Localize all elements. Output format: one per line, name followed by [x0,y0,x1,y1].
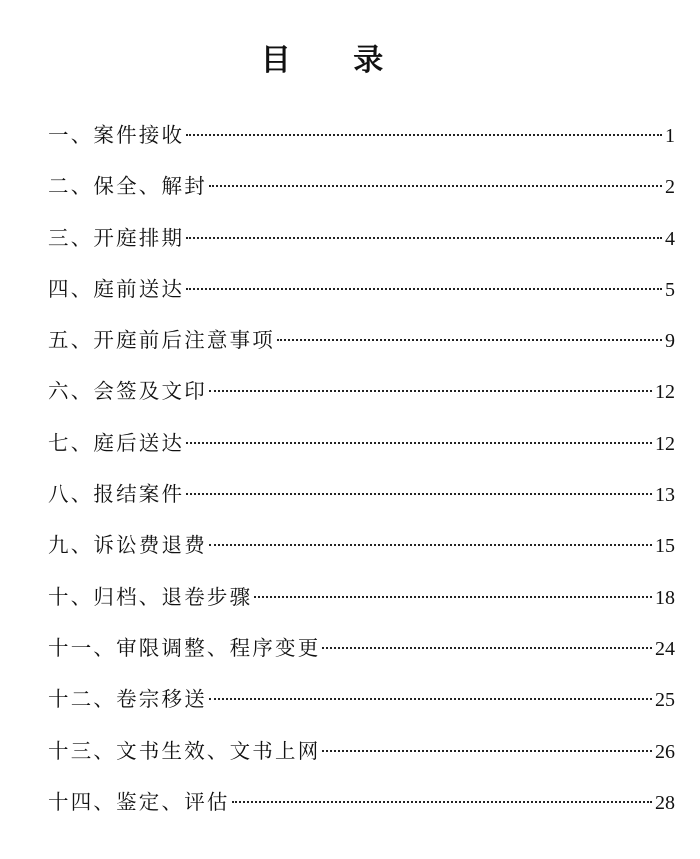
toc-dot-leader [277,339,662,341]
toc-entry[interactable] [48,572,675,623]
toc-entry-page: 12 [655,381,675,404]
toc-entry-label: 十一、审限调整、程序变更 [48,635,321,660]
toc-entry[interactable] [48,315,675,366]
toc-entry[interactable] [48,264,675,315]
toc-entry[interactable] [48,777,675,828]
toc-dot-leader [186,493,652,495]
toc-dot-leader [186,134,662,136]
toc-entry-label: 三、开庭排期 [48,225,185,250]
toc-entry-label: 十四、鉴定、评估 [48,789,230,814]
toc-dot-leader [186,237,662,239]
toc-entry[interactable] [48,520,675,571]
table-of-contents [48,110,675,828]
page-title: 目 录 [260,43,410,78]
toc-entry[interactable] [48,213,675,264]
toc-dot-leader [209,185,662,187]
toc-entry-page: 26 [655,740,675,763]
toc-entry-label: 一、案件接收 [48,123,185,147]
toc-entry-label: 二、保全、解封 [48,174,207,199]
toc-entry-page: 15 [655,535,675,558]
toc-entry-page: 1 [665,125,675,147]
toc-entry-page: 2 [665,176,675,199]
toc-entry-page: 4 [665,227,675,250]
toc-dot-leader [322,647,652,649]
toc-dot-leader [209,390,652,392]
toc-entry-page: 13 [655,484,675,507]
toc-entry-label: 十二、卷宗移送 [48,687,207,712]
toc-dot-leader [209,544,652,546]
toc-entry-label: 四、庭前送达 [48,276,185,301]
toc-dot-leader [186,288,662,290]
toc-entry[interactable] [48,110,675,161]
toc-entry-page: 24 [655,637,675,660]
toc-entry-label: 十、归档、退卷步骤 [48,584,253,609]
toc-entry-label: 六、会签及文印 [48,379,207,404]
toc-entry-label: 五、开庭前后注意事项 [48,328,275,353]
toc-dot-leader [186,442,652,444]
toc-entry-label: 九、诉讼费退费 [48,533,207,558]
toc-entry[interactable] [48,161,675,212]
toc-entry-label: 七、庭后送达 [48,430,185,455]
toc-entry[interactable] [48,674,675,725]
toc-entry-page: 12 [655,432,675,455]
toc-entry[interactable] [48,366,675,417]
toc-entry-label: 八、报结案件 [48,482,185,507]
toc-entry-page: 28 [655,791,675,814]
toc-entry-page: 9 [665,330,675,353]
toc-dot-leader [322,750,652,752]
toc-entry[interactable] [48,469,675,520]
toc-entry-page: 5 [665,278,675,301]
toc-entry[interactable] [48,726,675,777]
toc-entry-page: 18 [655,586,675,609]
toc-entry[interactable] [48,623,675,674]
toc-entry[interactable] [48,418,675,469]
toc-dot-leader [209,698,652,700]
toc-entry-page: 25 [655,689,675,712]
toc-dot-leader [232,801,652,803]
toc-dot-leader [254,596,652,598]
toc-entry-label: 十三、文书生效、文书上网 [48,738,321,763]
